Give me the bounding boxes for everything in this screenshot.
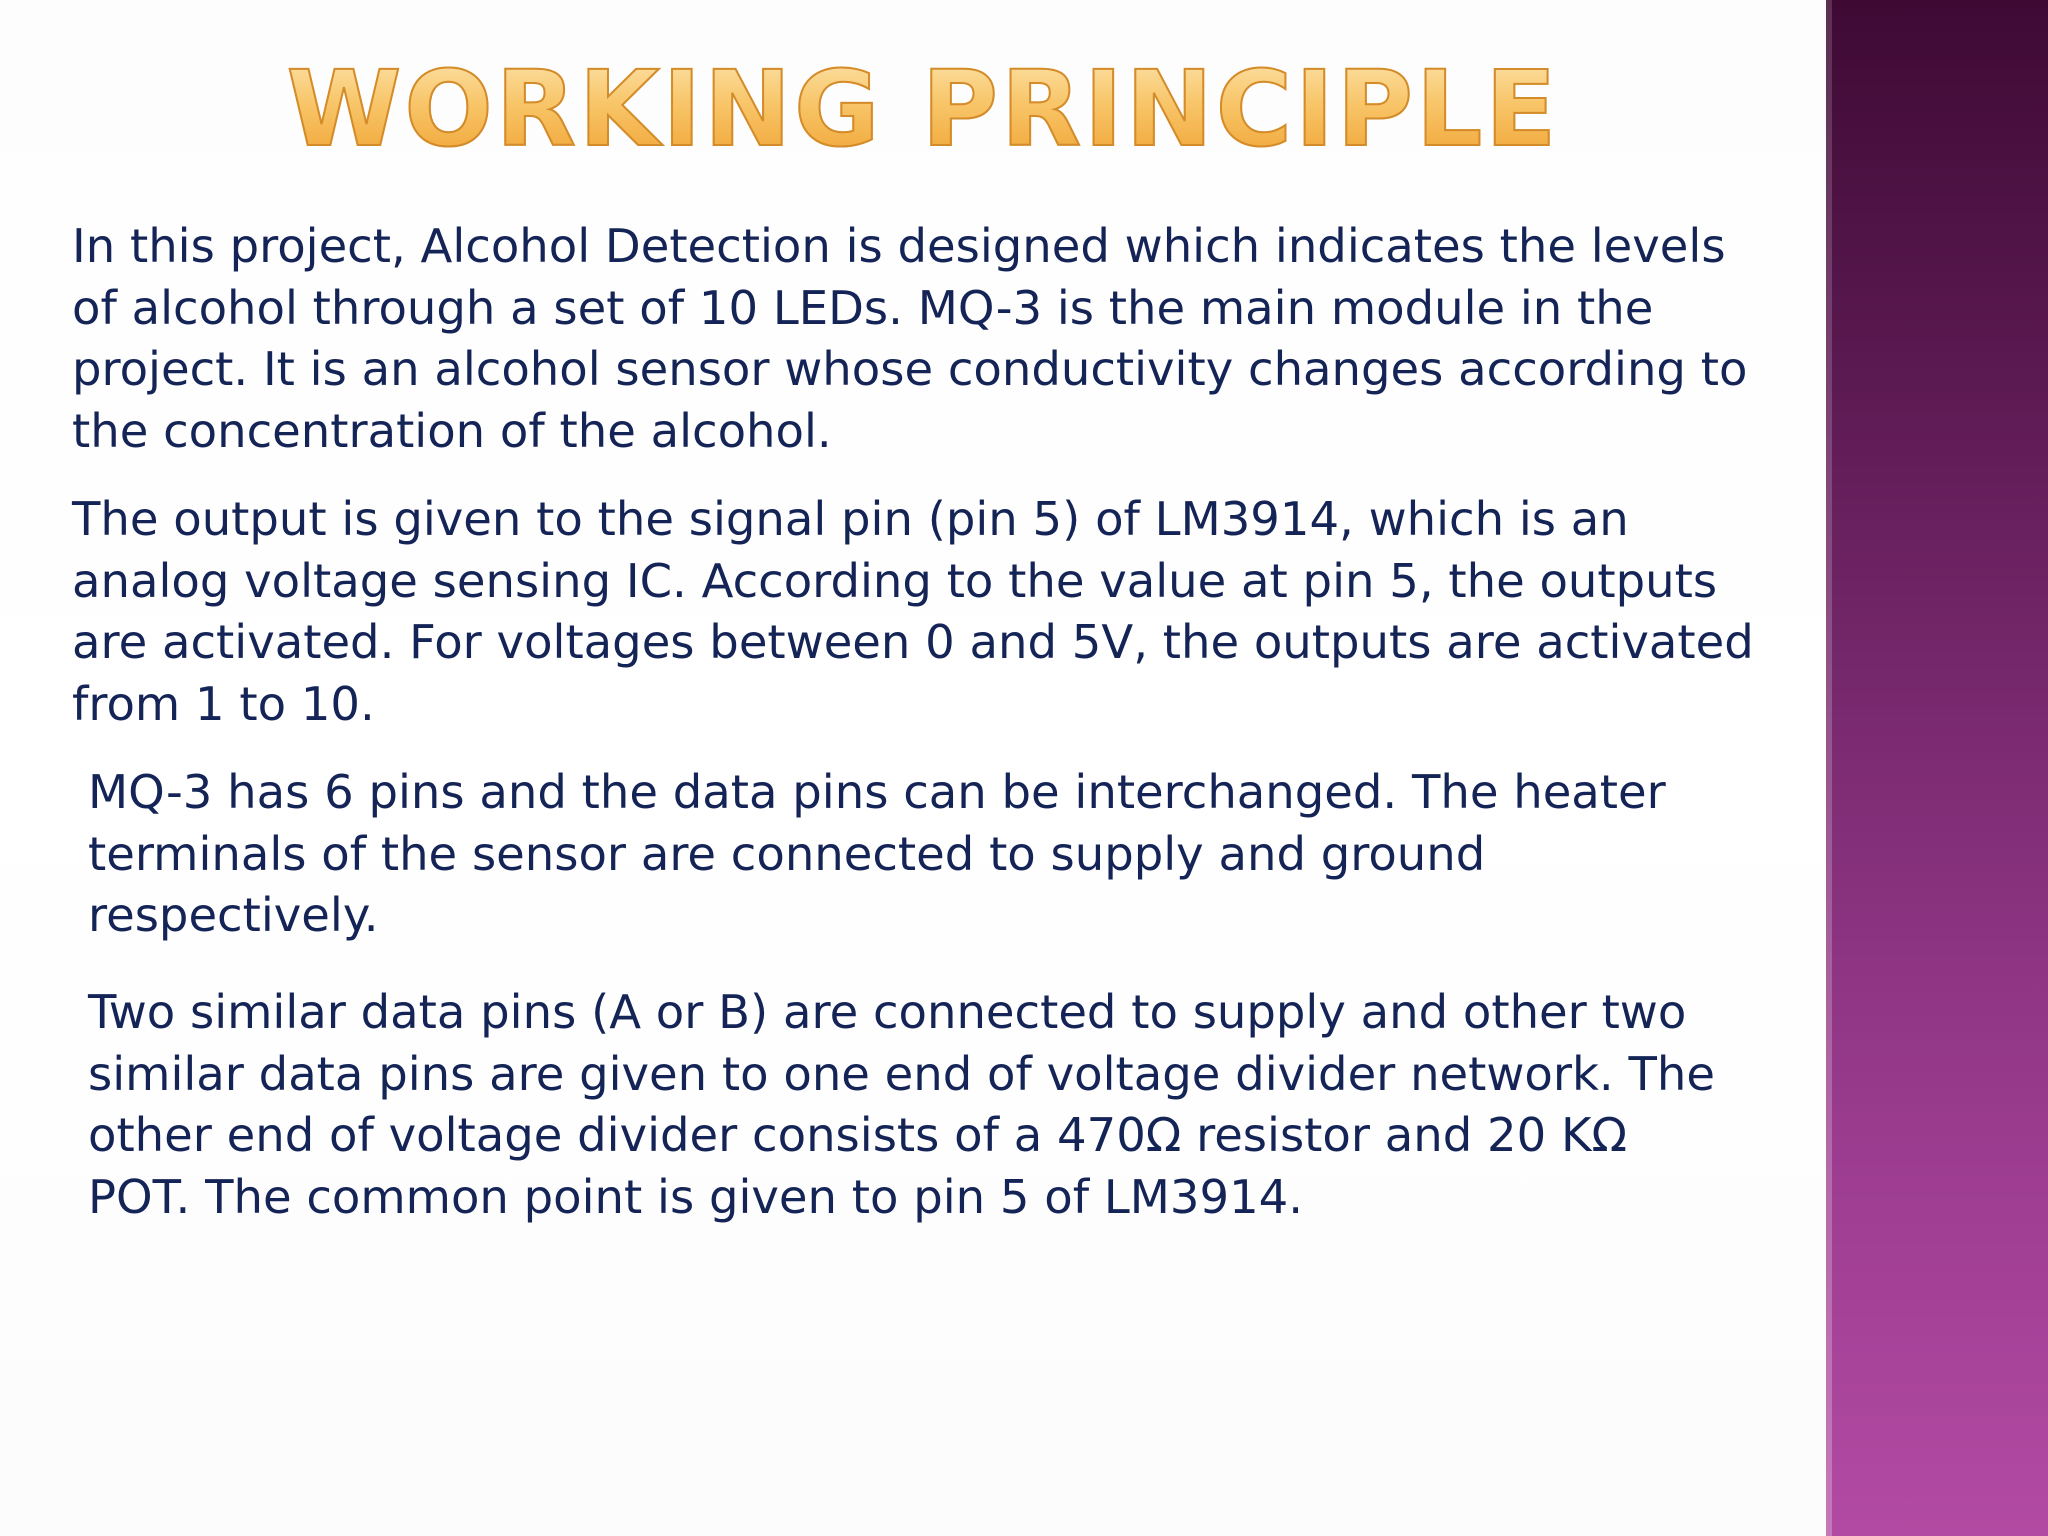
paragraph-voltage-divider: Two similar data pins (A or B) are connected to supply and other two similar data pins are given to one end of voltage divider network. The other end of voltage divider consists of a 470Ω resistor and 20 KΩ POT. The common point is given to pin 5 of LM3914. [88, 985, 1715, 1224]
paragraph-alcohol-detection: In this project, Alcohol Detection is designed which indicates the levels of alcohol through a set of 10 LEDs. MQ-3 is the main module in the project. It is an alcohol sensor whose conductivity changes according to the concentration of the alcohol. [72, 219, 1748, 458]
decorative-side-band [1826, 0, 2048, 1536]
slide-title: WORKING PRINCIPLE [0, 46, 1846, 172]
paragraph-output-lm3914: The output is given to the signal pin (pin 5) of LM3914, which is an analog voltage sensing IC. According to the value at pin 5, the outputs are activated. For voltages between 0 and 5V, the outputs are activated from 1 to 10. [72, 492, 1754, 731]
paragraph-mq3-pins: MQ-3 has 6 pins and the data pins can be interchanged. The heater terminals of the sensor are connected to supply and ground respectively. [88, 765, 1666, 942]
